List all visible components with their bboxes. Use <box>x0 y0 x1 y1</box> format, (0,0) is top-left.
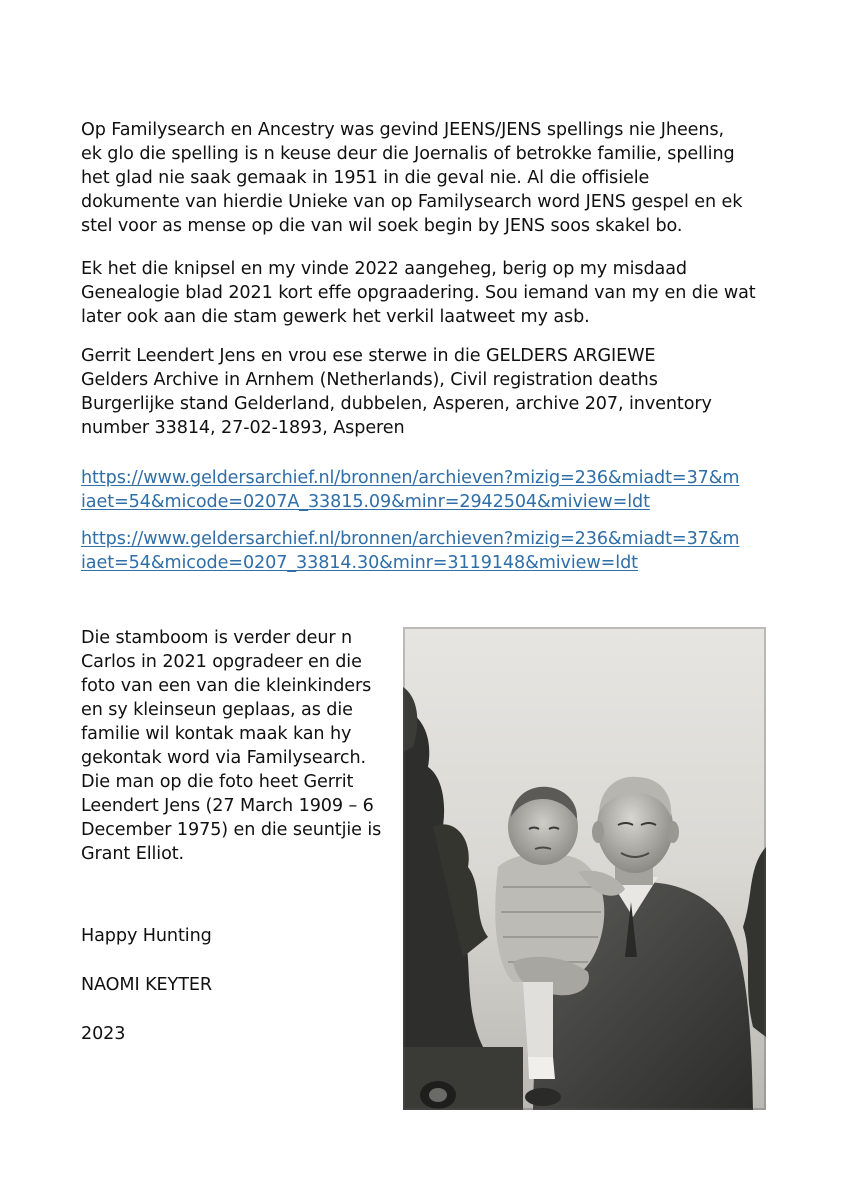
text-line: foto van een van die kleinkinders <box>81 676 372 696</box>
text-line: stel voor as mense op die van wil soek begin by JENS soos skakel bo. <box>81 216 683 236</box>
archive-paragraph <box>81 344 771 440</box>
year-text: 2023 <box>81 1024 126 1044</box>
text-line: Op Familysearch en Ancestry was gevind JEENS/JENS spellings nie Jheens, <box>81 120 725 140</box>
attachment-paragraph <box>81 257 771 329</box>
text-line: Die man op die foto heet Gerrit <box>81 772 354 792</box>
family-tree-paragraph <box>81 626 396 866</box>
text-line: Grant Elliot. <box>81 844 185 864</box>
text-line: Carlos in 2021 opgradeer en die <box>81 652 362 672</box>
text-line: Leendert Jens (27 March 1909 – 6 <box>81 796 374 816</box>
text-line: dokumente van hierdie Unieke van op Familysearch word JENS gespel en ek <box>81 192 743 212</box>
text-line: Genealogie blad 2021 kort effe opgraadering. Sou iemand van my en die wat <box>81 283 756 303</box>
text-line: Burgerlijke stand Gelderland, dubbelen, Asperen, archive 207, inventory <box>81 394 712 414</box>
text-line: Gerrit Leendert Jens en vrou ese sterwe in die GELDERS ARGIEWE <box>81 346 656 366</box>
text-line: het glad nie saak gemaak in 1951 in die geval nie. Al die offisiele <box>81 168 650 188</box>
link-line[interactable]: iaet=54&micode=0207_33814.30&minr=3119148&miview=ldt <box>81 553 638 573</box>
archive-link-2[interactable] <box>81 527 771 575</box>
text-line: later ook aan die stam gewerk het verkil laatweet my asb. <box>81 307 590 327</box>
text-line: en sy kleinseun geplaas, as die <box>81 700 353 720</box>
text-line: Ek het die knipsel en my vinde 2022 aangeheg, berig op my misdaad <box>81 259 687 279</box>
text-line: Die stamboom is verder deur n <box>81 628 353 648</box>
text-line: ek glo die spelling is n keuse deur die Joernalis of betrokke familie, spelling <box>81 144 735 164</box>
intro-paragraph <box>81 118 771 238</box>
link-line[interactable]: iaet=54&micode=0207A_33815.09&minr=2942504&miview=ldt <box>81 492 650 512</box>
text-line: gekontak word via Familysearch. <box>81 748 366 768</box>
greeting-text: Happy Hunting <box>81 926 212 946</box>
photo-image-icon <box>403 627 766 1110</box>
link-line[interactable]: https://www.geldersarchief.nl/bronnen/archieven?mizig=236&miadt=37&m <box>81 529 740 549</box>
archive-link-1[interactable] <box>81 466 771 514</box>
text-line: number 33814, 27-02-1893, Asperen <box>81 418 405 438</box>
text-line: familie wil kontak maak kan hy <box>81 724 352 744</box>
family-photo <box>403 627 766 1110</box>
text-line: Gelders Archive in Arnhem (Netherlands), Civil registration deaths <box>81 370 658 390</box>
text-line: December 1975) en die seuntjie is <box>81 820 382 840</box>
link-line[interactable]: https://www.geldersarchief.nl/bronnen/archieven?mizig=236&miadt=37&m <box>81 468 740 488</box>
author-text: NAOMI KEYTER <box>81 975 212 995</box>
